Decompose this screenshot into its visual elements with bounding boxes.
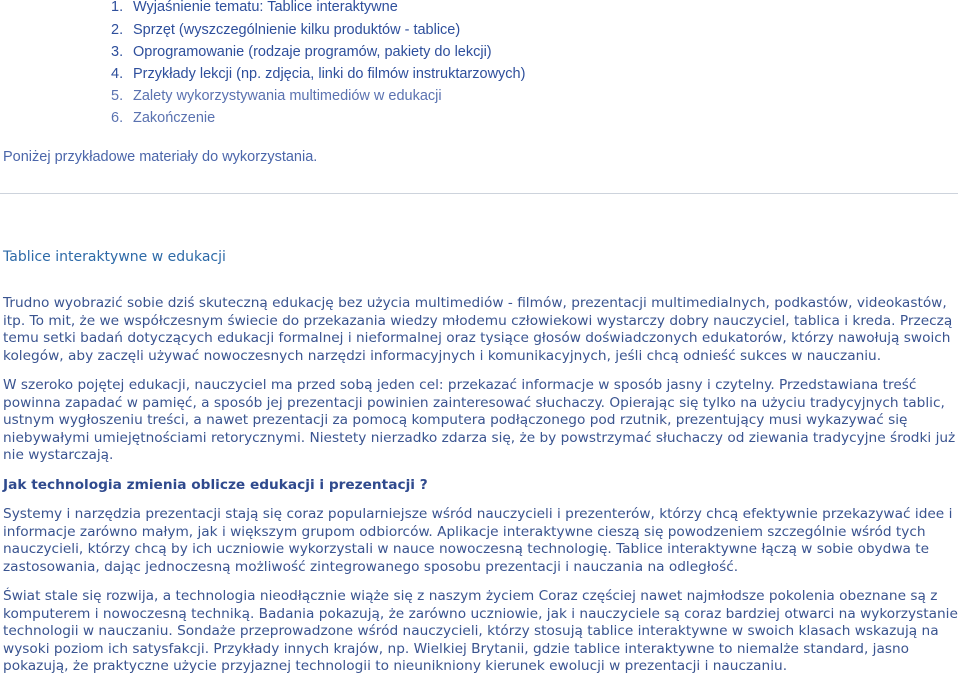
- intro-text: Poniżej przykładowe materiały do wykorzystania.: [3, 149, 318, 165]
- toc-item-number: 3.: [111, 44, 124, 60]
- horizontal-divider: [0, 193, 958, 194]
- toc-item: [111, 88, 442, 105]
- toc-item-text: Wyjaśnienie tematu: Tablice interaktywne: [133, 0, 398, 15]
- paragraph: Świat stale się rozwija, a technologia nieodłącznie wiąże się z naszym życiem Coraz częściej nawet najmłodsze pokolenia obeznane są z komputerem i nowoczesną techniką. Badania pokazują, że zarówno uczniowie, jak i nauczyciele są coraz bardziej otwarci na wykorzystanie technologii w nauczaniu. Sondaże przeprowadzone wśród nauczycieli, którzy stosują tablice interaktywne w swoich klasach wskazują na wysoki poziom ich satysfakcji. Przykłady innych krajów, np. Wielkiej Brytanii, gdzie tablice interaktywne to niemalże standard, jasno pokazują, że praktyczne użycie przyjaznej technologii to nieunikniony kierunek ewolucji w prezentacji i nauczaniu.: [3, 588, 958, 674]
- toc-item-number: 2.: [111, 22, 124, 38]
- paragraph: W szeroko pojętej edukacji, nauczyciel ma przed sobą jeden cel: przekazać informacje w sposób jasny i czytelny. Przedstawiana treść powinna zapadać w pamięć, a sposób jej prezentacji powinien zainteresować słuchaczy. Opierając się tylko na użyciu tradycyjnych tablic, ustnym wygłoszeniu treści, a nawet prezentacji za pomocą komputera podłączonego pod rzutnik, prezentujący musi wykazywać się niebywałymi umiejętnościami retorycznymi. Niestety nierzadko zdarza się, że by powstrzymać słuchaczy od ziewania tradycyjne środki już nie wystarczają.: [3, 377, 956, 463]
- toc-item-number: 5.: [111, 88, 124, 104]
- article-body: [3, 295, 958, 688]
- paragraph: Systemy i narzędzia prezentacji stają się coraz popularniejsze wśród nauczycieli i prezenterów, którzy chcą efektywnie przekazywać idee i informacje zarówno małym, jak i większym grupom odbiorców. Aplikacje interaktywne cieszą się powodzeniem szczególnie wśród tych nauczycieli, którzy chcą by ich uczniowie wykorzystali w nauce nowoczesną technologię. Tablice interaktywne łączą w sobie obydwa te zastosowania, dając jednoczesną możliwość zintegrowanego sposobu prezentacji i nauczania na odległość.: [3, 506, 953, 575]
- toc-item-text: Sprzęt (wyszczególnienie kilku produktów - tablice): [133, 22, 461, 38]
- subheading: Jak technologia zmienia oblicze edukacji i prezentacji ?: [3, 476, 428, 493]
- toc-item-number: 6.: [111, 110, 124, 126]
- toc-item-text: Zakończenie: [133, 110, 216, 126]
- toc-item: [111, 22, 460, 39]
- toc-item-text: Przykłady lekcji (np. zdjęcia, linki do filmów instruktarzowych): [133, 66, 526, 82]
- toc-item-text: Oprogramowanie (rodzaje programów, pakiety do lekcji): [133, 44, 492, 60]
- toc-item: [111, 0, 398, 16]
- toc-item-number: 4.: [111, 66, 124, 82]
- paragraph: Trudno wyobrazić sobie dziś skuteczną edukację bez użycia multimediów - filmów, prezentacji multimedialnych, podkastów, videokastów, itp. To mit, że we współczesnym świecie do przekazania wiedzy młodemu człowiekowi wystarczy dobry nauczyciel, tablica i kreda. Przeczą temu setki badań dotyczących edukacji formalnej i nieformalnej oraz tysiące głosów doświadczonych edukatorów, którzy nawołują swoich kolegów, aby zaczęli używać nowoczesnych narzędzi informacyjnych i komunikacyjnych, jeśli chcą odnieść sukces w nauczaniu.: [3, 295, 953, 364]
- toc-item: [111, 110, 215, 127]
- toc-item-number: 1.: [111, 0, 124, 15]
- toc-item-text: Zalety wykorzystywania multimediów w edukacji: [133, 88, 442, 104]
- toc-item: [111, 44, 492, 61]
- toc-item: [111, 66, 525, 83]
- section-title: Tablice interaktywne w edukacji: [3, 249, 226, 265]
